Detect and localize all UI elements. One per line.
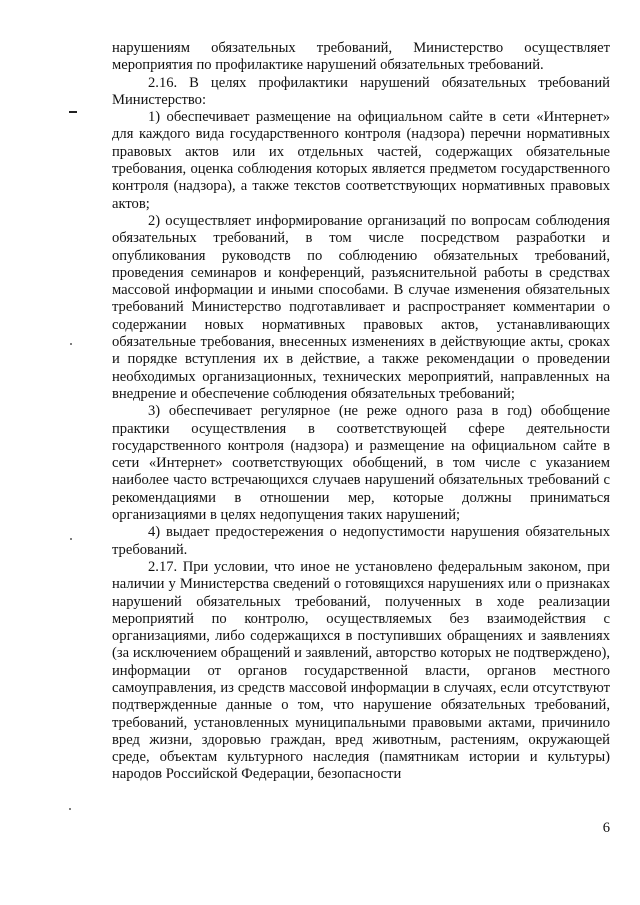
list-item-4: 4) выдает предостережения о недопустимости нарушения обязательных требований. xyxy=(112,524,610,558)
list-item-1: 1) обеспечивает размещение на официальном сайте в сети «Интернет» для каждого вида государственного контроля (надзора) перечни нормативных правовых актов или их отдельных частей, содержащих обязательные требования, оценка соблюдения которых является предметом государственного контроля (надзора), а также текстов соответствующих нормативных правовых актов; xyxy=(112,109,610,212)
list-item-3: 3) обеспечивает регулярное (не реже одного раза в год) обобщение практики осуществления в соответствующей сфере деятельности государственного контроля (надзора) и размещение на официальном сайте в сети «Интернет» соответствующих обобщений, в том числе с указанием наиболее часто встречающихся случаев нарушений обязательных требований с рекомендациями в отношении мер, которые должны приниматься организациями в целях недопущения таких нарушений; xyxy=(112,403,610,524)
page-number: 6 xyxy=(602,820,610,836)
margin-mark xyxy=(69,111,77,113)
paragraph-2-17: 2.17. При условии, что иное не установлено федеральным законом, при наличии у Министерства сведений о готовящихся нарушениях или о признаках нарушений обязательных требований, полученных в ходе реализации мероприятий по контролю, осуществляемых без взаимодействия с организациями, либо содержащихся в поступивших обращениях и заявлениях (за исключением обращений и заявлений, авторство которых не подтверждено), информации от органов государственной власти, органов местного самоуправления, из средств массовой информации в случаях, если отсутствуют подтвержденные данные о том, что нарушение обязательных требований, требований, установленных муниципальными правовыми актами, причинило вред жизни, здоровью граждан, вред животным, растениям, окружающей среде, объектам культурного наследия (памятникам истории и культуры) народов Российской Федерации, безопасности xyxy=(112,558,610,783)
paragraph-continuation: нарушениям обязательных требований, Министерство осуществляет мероприятия по профилактике нарушений обязательных требований. xyxy=(112,40,610,74)
list-item-2: 2) осуществляет информирование организаций по вопросам соблюдения обязательных требований, в том числе посредством разработки и опубликования руководств по соблюдению обязательных требований, проведения семинаров и конференций, разъяснительной работы в средствах массовой информации и иными способами. В случае изменения обязательных требований Министерство подготавливает и распространяет комментарии о содержании новых нормативных правовых актов, устанавливающих обязательные требования, внесенных изменениях в действующие акты, сроках и порядке вступления их в действие, а также рекомендации о проведении необходимых организационных, технических мероприятий, направленных на внедрение и обеспечение соблюдения обязательных требований; xyxy=(112,212,610,402)
paragraph-2-16: 2.16. В целях профилактики нарушений обязательных требований Министерство: xyxy=(112,74,610,108)
scan-dot xyxy=(70,538,72,540)
scan-dot xyxy=(70,343,72,345)
document-body xyxy=(112,40,610,784)
scan-dot xyxy=(69,808,71,810)
